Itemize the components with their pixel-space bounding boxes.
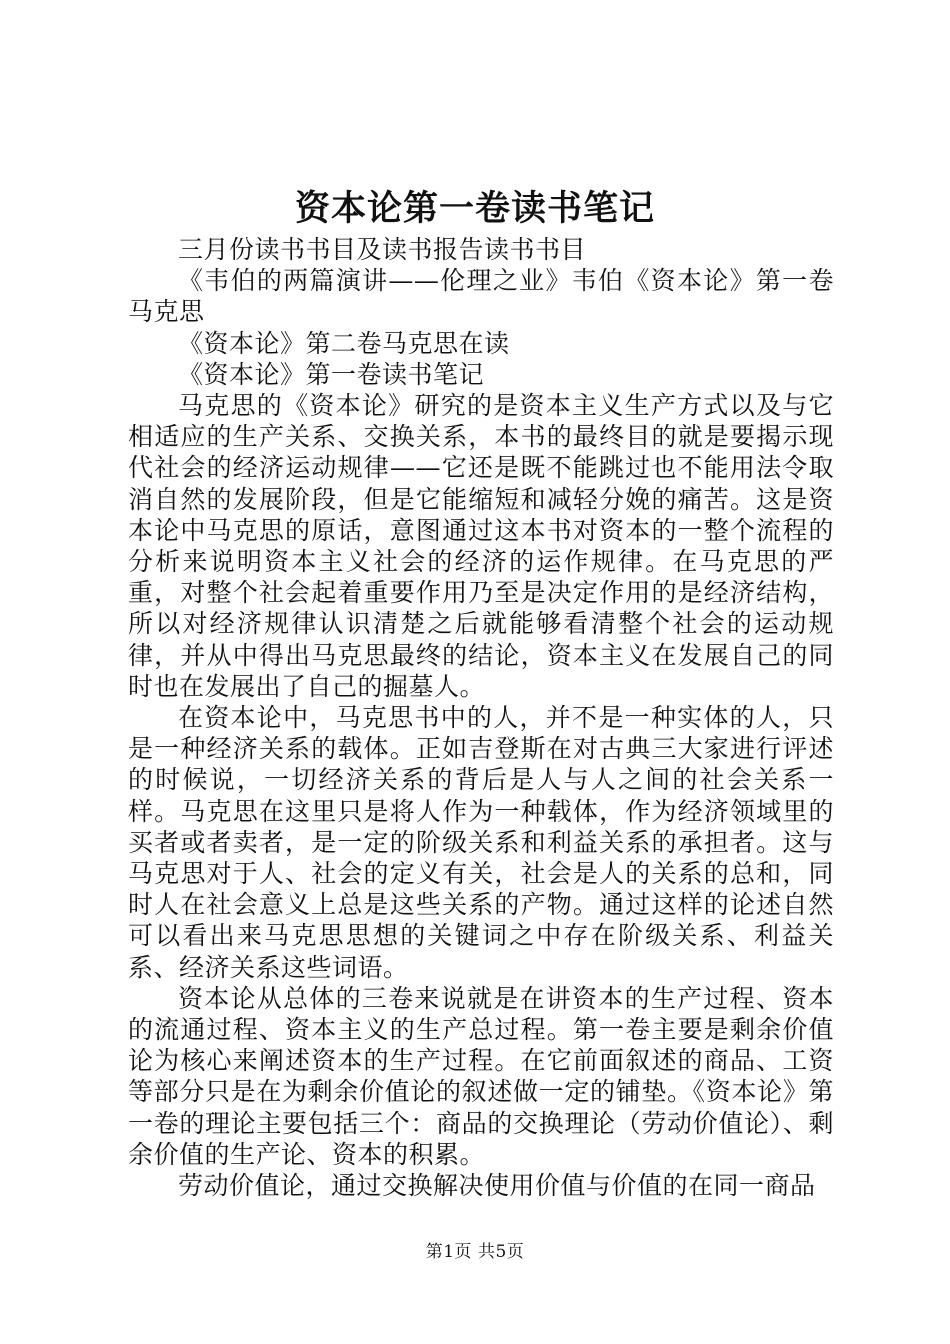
- paragraph-body-3: 资本论从总体的三卷来说就是在讲资本的生产过程、资本的流通过程、资本主义的生产总过程。第一卷主要是剩余价值论为核心来阐述资本的生产过程。在它前面叙述的商品、工资等部分只是在为剩余价值论的叙述做一定的铺垫。《资本论》第一卷的理论主要包括三个：商品的交换理论（劳动价值论）、剩余价值的生产论、资本的积累。: [128, 983, 834, 1169]
- paragraph-reading-list-item-1: 《韦伯的两篇演讲——伦理之业》韦伯《资本论》第一卷马克思: [128, 266, 834, 327]
- paragraph-body-4: 劳动价值论，通过交换解决使用价值与价值的在同一商品: [178, 1171, 816, 1201]
- document-title: 资本论第一卷读书笔记: [294, 188, 655, 229]
- document-body: [128, 234, 834, 1201]
- page-number-footer: 第1页 共5页: [425, 1242, 525, 1262]
- paragraph-body-1: 马克思的《资本论》研究的是资本主义生产方式以及与它相适应的生产关系、交换关系，本书的最终目的就是要揭示现代社会的经济运动规律——它还是既不能跳过也不能用法令取消自然的发展阶段，但是它能缩短和减轻分娩的痛苦。这是资本论中马克思的原话，意图通过这本书对资本的一整个流程的分析来说明资本主义社会的经济的运作规律。在马克思的严重，对整个社会起着重要作用乃至是决定作用的是经济结构，所以对经济规律认识清楚之后就能够看清整个社会的运动规律，并从中得出马克思最终的结论，资本主义在发展自己的同时也在发展出了自己的掘墓人。: [128, 391, 834, 701]
- paragraph-body-2: 在资本论中，马克思书中的人，并不是一种实体的人，只是一种经济关系的载体。正如吉登斯在对古典三大家进行评述的时候说，一切经济关系的背后是人与人之间的社会关系一样。马克思在这里只是将人作为一种载体，作为经济领域里的买者或者卖者，是一定的阶级关系和利益关系的承担者。这与马克思对于人、社会的定义有关，社会是人的关系的总和，同时人在社会意义上总是这些关系的产物。通过这样的论述自然可以看出来马克思思想的关键词之中存在阶级关系、利益关系、经济关系这些词语。: [128, 703, 834, 982]
- paragraph-notes-heading: 《资本论》第一卷读书笔记: [178, 359, 485, 389]
- paragraph-reading-list-heading: 三月份读书书目及读书报告读书书目: [178, 235, 587, 264]
- paragraph-reading-list-item-2: 《资本论》第二卷马克思在读: [178, 328, 510, 358]
